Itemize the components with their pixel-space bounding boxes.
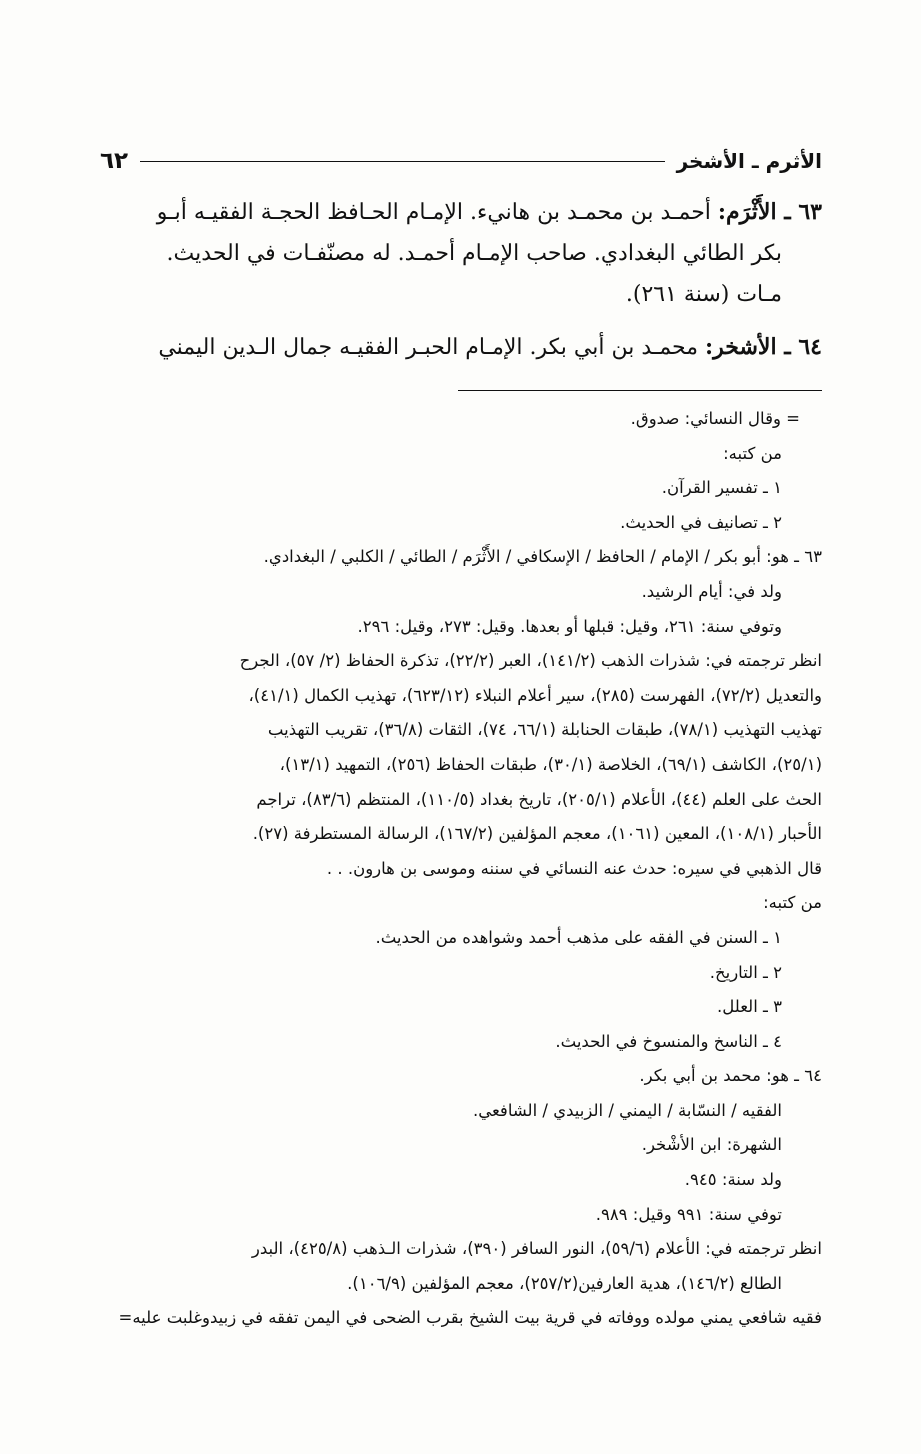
entry-63-line1-text: أحمـد بن محمـد بن هانيء. الإمـام الحـافظ الحجـة الفقيـه أبـو	[156, 200, 718, 225]
note-line: ٢ ـ تصانيف في الحديث.	[620, 512, 782, 532]
page-number: ٦٢	[100, 148, 129, 174]
main-text	[100, 192, 822, 368]
footnote-separator	[458, 390, 822, 391]
note-line: انظر ترجمته في: شذرات الذهب (١٤١/٢)، العبر (٢٢/٢)، تذكرة الحفاظ (٢/ ٥٧)، الجرح	[239, 651, 822, 671]
header-rule	[140, 161, 665, 162]
note-line: الأحبار (١٠٨/١)، المعين (١٠٦١)، معجم المؤلفين (١٦٧/٢)، الرسالة المستطرفة (٢٧).	[252, 824, 822, 844]
note-line: ١ ـ السنن في الفقه على مذهب أحمد وشواهده من الحديث.	[375, 927, 782, 947]
note-line: = وقال النسائي: صدوق.	[630, 409, 800, 428]
note-line: ٢ ـ التاريخ.	[709, 962, 782, 982]
entry-63-line3: مـات (سنة ٢٦١).	[625, 282, 782, 307]
note-line: الشهرة: ابن الأشْخر.	[641, 1135, 782, 1155]
note-line: ولد في: أيام الرشيد.	[641, 581, 782, 601]
note-line: توفي سنة: ٩٩١ وقيل: ٩٨٩.	[595, 1204, 782, 1224]
entry-63-line1	[157, 200, 822, 225]
note-line: ٤ ـ الناسخ والمنسوخ في الحديث.	[555, 1031, 782, 1051]
note-line: فقيه شافعي يمني مولده ووفاته في قرية بيت الشيخ بقرب الضحى في اليمن تفقه في زبيدوغلبت عليه=	[118, 1308, 822, 1328]
note-line: قال الذهبي في سيره: حدث عنه النسائي في سننه وموسى بن هارون. . .	[326, 858, 822, 878]
entry-64	[100, 327, 822, 368]
note-line: ٣ ـ العلل.	[717, 997, 782, 1017]
footnotes	[100, 402, 822, 1336]
note-line: وتوفي سنة: ٢٦١، وقيل: قبلها أو بعدها. وقيل: ٢٧٣، وقيل: ٢٩٦.	[357, 616, 782, 636]
note-line: الفقيه / النسّابة / اليمني / الزبيدي / الشافعي.	[472, 1100, 782, 1120]
note-line: ٦٤ ـ هو: محمد بن أبي بكر.	[639, 1066, 822, 1086]
note-line: الطالع (١٤٦/٢)، هدية العارفين(٢٥٧/٢)، معجم المؤلفين (١٠٦/٩).	[347, 1273, 782, 1293]
note-line: والتعديل (٧٢/٢)، الفهرست (٢٨٥)، سير أعلام النبلاء (٦٢٣/١٢)، تهذيب الكمال (٤١/١)،	[248, 685, 822, 705]
note-line: من كتبه:	[763, 893, 822, 913]
note-line: (٢٥/١)، الكاشف (٦٩/١)، الخلاصة (٣٠/١)، طبقات الحفاظ (٢٥٦)، التمهيد (١٣/١)،	[279, 754, 822, 774]
note-line: ولد سنة: ٩٤٥.	[684, 1170, 782, 1190]
note-line: تهذيب التهذيب (٧٨/١)، طبقات الحنابلة (٦٦/١، ٧٤)، الثقات (٣٦/٨)، تقريب التهذيب	[267, 720, 822, 740]
note-line: ١ ـ تفسير القرآن.	[661, 478, 782, 498]
entry-64-label: ٦٤ ـ الأشخر:	[705, 334, 822, 360]
note-line: من كتبه:	[723, 443, 782, 463]
entry-63-label: ٦٣ ـ الأَثْرَم:	[717, 199, 822, 225]
page-header	[100, 146, 822, 176]
running-title: الأثرم ـ الأشخر	[676, 149, 822, 173]
note-line: الحث على العلم (٤٤)، الأعلام (٢٠٥/١)، تاريخ بغداد (١١٠/٥)، المنتظم (٨٣/٦)، تراجم	[256, 789, 822, 809]
note-line: انظر ترجمته في: الأعلام (٥٩/٦)، النور السافر (٣٩٠)، شذرات الـذهب (٤٢٥/٨)، البدر	[251, 1239, 822, 1259]
entry-64-line1-text: محمـد بن أبي بكر. الإمـام الحبـر الفقيـه جمال الـدين اليمني	[158, 335, 706, 360]
entry-63	[100, 192, 822, 315]
note-line: ٦٣ ـ هو: أبو بكر / الإمام / الحافظ / الإسكافي / الأَثْرَم / الطائي / الكلبي / البغدادي.	[263, 547, 822, 567]
entry-63-line2: بكر الطائي البغدادي. صاحب الإمـام أحمـد. له مصنّفـات في الحديث.	[166, 241, 782, 266]
